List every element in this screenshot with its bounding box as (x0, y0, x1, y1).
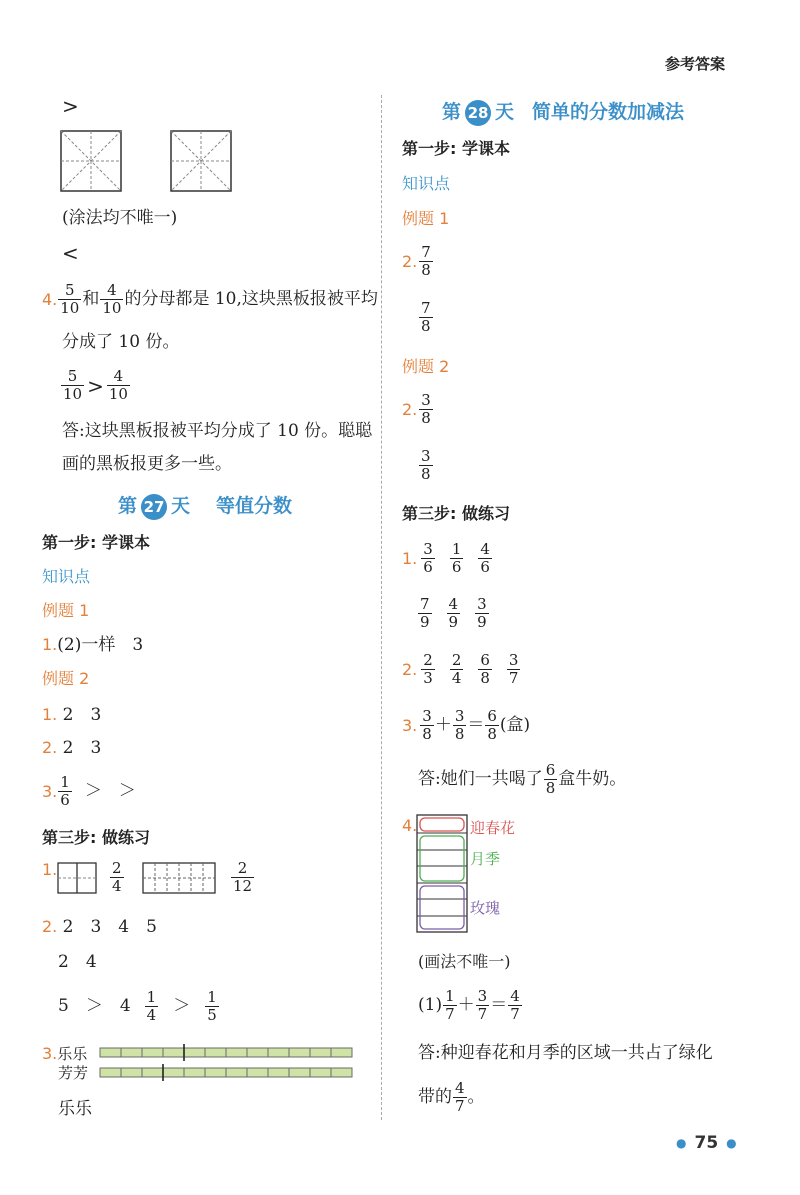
question-4 (42, 282, 378, 318)
practice-3-answer: 乐乐 (58, 1099, 92, 1119)
practice-2-row-2: 2 4 (58, 952, 97, 972)
step3-heading-left: 第三步: 做练习 (42, 828, 150, 847)
ex2-answer-1: 1. 2 3 (42, 705, 102, 725)
symbol-gt: > (62, 94, 79, 118)
q4-conj: 和 (82, 289, 100, 310)
practice-3-name-2: 芳芳 (58, 1064, 89, 1082)
r-ex1-answer: 2. $\frac{7}{8}$ (402, 243, 431, 280)
p1-fraction-1: $\frac{2}{4}$ (112, 859, 122, 896)
flower-bed-diagram (416, 814, 468, 934)
bar-model-twelfths (142, 862, 216, 894)
ex2-answer-2: 2. 2 3 (42, 738, 102, 758)
day-27-badge: 27 (141, 494, 167, 520)
r-practice-3-answer: 答:她们一共喝了 $\frac{6}{8}$ 盒牛奶。 (418, 761, 627, 798)
practice-3-name-1: 3.乐乐 (42, 1044, 88, 1063)
r-practice-4-number: 4. (402, 816, 418, 835)
practice-2-row-1: 2. 2 3 4 5 (42, 917, 157, 937)
bar-model-quarters (57, 862, 97, 894)
symbol-lt: < (62, 241, 79, 265)
r-ex2-fraction-2: $\frac{3}{8}$ (421, 447, 431, 484)
example-2-left: 例题 2 (42, 669, 90, 688)
ex1-answer-1: 1.(2)一样 3 (42, 635, 144, 655)
q4-text-2: 分成了 10 份。 (62, 332, 180, 352)
q4-answer-2: 画的黑板报更多一些。 (62, 454, 232, 474)
r-practice-4-answer-2: 带的 $\frac{4}{7}$ 。 (418, 1079, 485, 1116)
r-practice-4-note: (画法不唯一) (418, 952, 511, 971)
r-ex1-fraction-2: $\frac{7}{8}$ (421, 299, 431, 336)
ex2-answer-3: 3. $\frac{1}{6}$ ＞ ＞ (42, 773, 136, 810)
label-meigui: 玫瑰 (470, 899, 501, 917)
r-ex2-answer: 2. $\frac{3}{8}$ (402, 391, 431, 428)
page-dot-right: ● (726, 1136, 737, 1150)
day-28-badge: 28 (465, 100, 491, 126)
page-number: ● 75 ● (676, 1133, 737, 1153)
label-yueji: 月季 (470, 850, 501, 868)
q4-comparison: $\frac{5}{10}$ > $\frac{4}{10}$ (63, 367, 128, 404)
q4-text-1: 的分母都是 10,这块黑板报被平均 (124, 289, 378, 310)
note-coloring: (涂法均不唯一) (62, 208, 178, 228)
q4-answer-1: 答:这块黑板报被平均分成了 10 份。聪聪 (62, 421, 373, 441)
r-practice-2: 2. $\frac{2}{3}$ $\frac{2}{4}$ $\frac{6}{8}$ $\frac{3}{7}$ (402, 651, 519, 688)
r-practice-1-row-1: 1. $\frac{3}{6}$ $\frac{1}{6}$ $\frac{4}{6}$ (402, 540, 490, 577)
r-practice-1-row-2: $\frac{7}{9}$ $\frac{4}{9}$ $\frac{3}{9}$ (420, 595, 487, 632)
r-practice-3-equation: 3. $\frac{3}{8}$ ＋ $\frac{3}{8}$ ＝ $\frac{6}{8}$ (盒) (402, 707, 531, 744)
r-practice-4-answer-1: 答:种迎春花和月季的区域一共占了绿化 (418, 1043, 713, 1063)
q4-number: 4. (42, 289, 58, 309)
example-1-right: 例题 1 (402, 209, 450, 228)
label-yingchunhua: 迎春花 (470, 819, 516, 837)
practice-1-number: 1. (42, 860, 58, 879)
page-dot-left: ● (676, 1136, 687, 1150)
step3-heading-right: 第三步: 做练习 (402, 504, 510, 523)
column-divider (381, 95, 382, 1120)
knowledge-label-right: 知识点 (402, 174, 451, 193)
header-title: 参考答案 (664, 55, 725, 73)
q4-fraction-2: $\frac{4}{10}$ (102, 281, 122, 318)
day-27-title: 第 27 天 等值分数 (118, 491, 292, 520)
step1-heading-right: 第一步: 学课本 (402, 139, 510, 158)
step1-heading-left: 第一步: 学课本 (42, 533, 150, 552)
shaded-square-2 (170, 130, 232, 192)
example-2-right: 例题 2 (402, 357, 450, 376)
p1-fraction-2: $\frac{2}{12}$ (233, 859, 253, 896)
comparison-bars (98, 1044, 354, 1084)
r-practice-4-equation: (1) $\frac{1}{7}$ ＋ $\frac{3}{7}$ ＝ $\frac{4}{7}$ (418, 987, 520, 1024)
practice-2-row-3: 5 ＞ 4 $\frac{1}{4}$ ＞ $\frac{1}{5}$ (58, 988, 217, 1025)
knowledge-label-left: 知识点 (42, 567, 91, 586)
shaded-square-1 (60, 130, 122, 192)
day-28-title: 第 28 天 简单的分数加减法 (442, 97, 684, 126)
q4-fraction-1: $\frac{5}{10}$ (60, 281, 80, 318)
example-1-left: 例题 1 (42, 601, 90, 620)
